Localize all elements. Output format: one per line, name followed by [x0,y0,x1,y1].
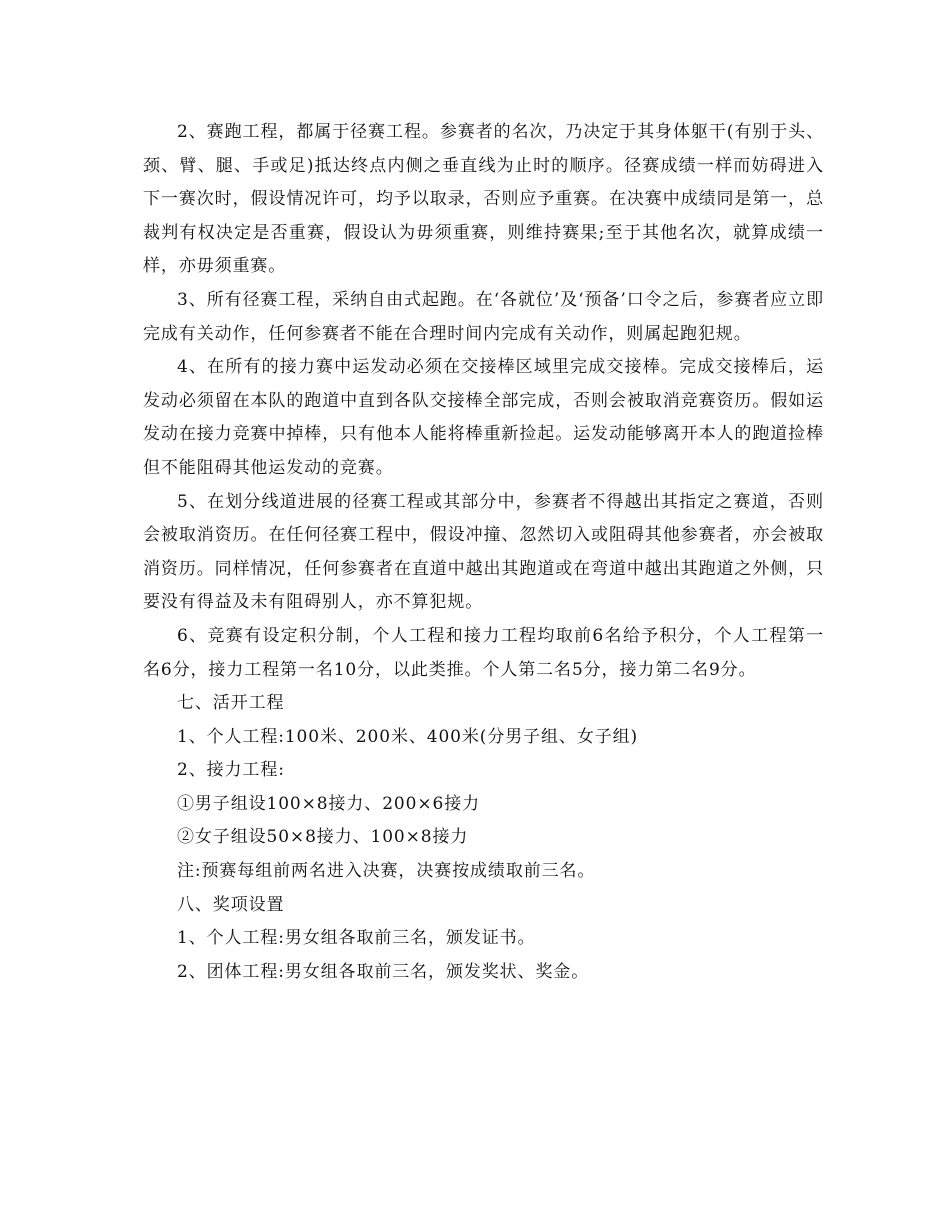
section-heading-awards: 八、奖项设置 [177,894,285,915]
rule-paragraph-5: 5、在划分线道进展的径赛工程或其部分中，参赛者不得越出其指定之赛道，否则会被取消资历。在任何径赛工程中，假设冲撞、忽然切入或阻碍其他参赛者，亦会被取消资历。同样情况，任何参赛者在直道中越出其跑道或在弯道中越出其跑道之外侧，只要没有得益及未有阻碍别人，亦不算犯规。 [143,491,824,613]
event-item-individual: 1、个人工程:100米、200米、400米(分男子组、女子组) [177,726,639,747]
rule-paragraph-3: 3、所有径赛工程，采纳自由式起跑。在‘各就位’及‘预备’口令之后，参赛者应立即完成有关动作，任何参赛者不能在合理时间内完成有关动作，则属起跑犯规。 [143,289,824,344]
rule-paragraph-4: 4、在所有的接力赛中运发动必须在交接棒区域里完成交接棒。完成交接棒后，运发动必须留在本队的跑道中直到各队交接棒全部完成，否则会被取消竞赛资历。假如运发动在接力竞赛中掉棒，只有他本人能将棒重新捡起。运发动能够离开本人的跑道捡棒但不能阻碍其他运发动的竞赛。 [143,357,824,478]
relay-women: ②女子组设50×8接力、100×8接力 [177,827,469,848]
document-body [143,116,824,989]
award-item-individual: 1、个人工程:男女组各取前三名，颁发证书。 [177,928,536,949]
note-line: 注:预赛每组前两名进入决赛，决赛按成绩取前三名。 [177,861,596,882]
event-item-relay: 2、接力工程: [177,760,285,781]
award-item-team: 2、团体工程:男女组各取前三名，颁发奖状、奖金。 [177,961,590,982]
section-heading-events: 七、活开工程 [177,693,285,714]
relay-men: ①男子组设100×8接力、200×6接力 [177,793,481,814]
rule-paragraph-2: 2、赛跑工程，都属于径赛工程。参赛者的名次，乃决定于其身体躯干(有别于头、颈、臂、腿、手或足)抵达终点内侧之垂直线为止时的顺序。径赛成绩一样而妨碍进入下一赛次时，假设情况许可，均予以取录，否则应予重赛。在决赛中成绩同是第一，总裁判有权决定是否重赛，假设认为毋须重赛，则维持赛果;至于其他名次，就算成绩一样，亦毋须重赛。 [143,122,824,277]
rule-paragraph-6: 6、竞赛有设定积分制，个人工程和接力工程均取前6名给予积分，个人工程第一名6分，接力工程第一名10分，以此类推。个人第二名5分，接力第二名9分。 [143,625,824,680]
